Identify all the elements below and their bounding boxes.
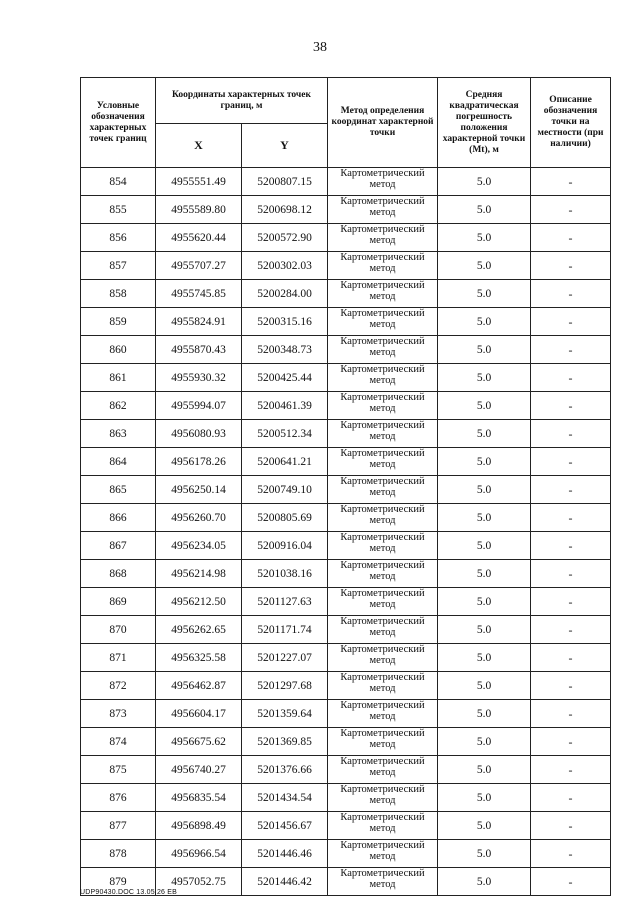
header-point-designation: Условные обозначения характерных точек границ	[81, 78, 156, 168]
header-y: Y	[242, 124, 328, 168]
accuracy-cell: 5.0	[438, 812, 531, 840]
y-coordinate-cell: 5200916.04	[242, 532, 328, 560]
point-cell: 872	[81, 672, 156, 700]
method-cell: Картометрический метод	[328, 476, 438, 504]
point-cell: 875	[81, 756, 156, 784]
accuracy-cell: 5.0	[438, 756, 531, 784]
x-coordinate-cell: 4956325.58	[156, 644, 242, 672]
table-row	[81, 812, 611, 840]
description-cell: -	[531, 308, 611, 336]
y-coordinate-cell: 5200512.34	[242, 420, 328, 448]
accuracy-cell: 5.0	[438, 560, 531, 588]
description-cell: -	[531, 560, 611, 588]
point-cell: 874	[81, 728, 156, 756]
x-coordinate-cell: 4956250.14	[156, 476, 242, 504]
x-coordinate-cell: 4956604.17	[156, 700, 242, 728]
accuracy-cell: 5.0	[438, 504, 531, 532]
description-cell: -	[531, 196, 611, 224]
description-cell: -	[531, 868, 611, 896]
y-coordinate-cell: 5201456.67	[242, 812, 328, 840]
y-coordinate-cell: 5201369.85	[242, 728, 328, 756]
header-description: Описание обозначения точки на местности (при наличии)	[531, 78, 611, 168]
point-cell: 876	[81, 784, 156, 812]
point-cell: 854	[81, 168, 156, 196]
description-cell: -	[531, 224, 611, 252]
accuracy-cell: 5.0	[438, 532, 531, 560]
table-row	[81, 700, 611, 728]
y-coordinate-cell: 5200302.03	[242, 252, 328, 280]
x-coordinate-cell: 4955824.91	[156, 308, 242, 336]
description-cell: -	[531, 504, 611, 532]
y-coordinate-cell: 5201127.63	[242, 588, 328, 616]
accuracy-cell: 5.0	[438, 728, 531, 756]
y-coordinate-cell: 5201376.66	[242, 756, 328, 784]
point-cell: 863	[81, 420, 156, 448]
method-cell: Картометрический метод	[328, 560, 438, 588]
description-cell: -	[531, 420, 611, 448]
method-cell: Картометрический метод	[328, 224, 438, 252]
method-cell: Картометрический метод	[328, 784, 438, 812]
table-row	[81, 504, 611, 532]
point-cell: 860	[81, 336, 156, 364]
method-cell: Картометрический метод	[328, 196, 438, 224]
point-cell: 865	[81, 476, 156, 504]
accuracy-cell: 5.0	[438, 196, 531, 224]
x-coordinate-cell: 4955870.43	[156, 336, 242, 364]
method-cell: Картометрический метод	[328, 336, 438, 364]
x-coordinate-cell: 4955930.32	[156, 364, 242, 392]
point-cell: 868	[81, 560, 156, 588]
description-cell: -	[531, 812, 611, 840]
table-row	[81, 308, 611, 336]
method-cell: Картометрический метод	[328, 364, 438, 392]
accuracy-cell: 5.0	[438, 252, 531, 280]
x-coordinate-cell: 4956675.62	[156, 728, 242, 756]
document-footer: UDP90430.DOC 13.05.26 ЕВ	[80, 889, 178, 896]
point-cell: 866	[81, 504, 156, 532]
description-cell: -	[531, 448, 611, 476]
y-coordinate-cell: 5201434.54	[242, 784, 328, 812]
description-cell: -	[531, 700, 611, 728]
accuracy-cell: 5.0	[438, 672, 531, 700]
y-coordinate-cell: 5201359.64	[242, 700, 328, 728]
method-cell: Картометрический метод	[328, 588, 438, 616]
method-cell: Картометрический метод	[328, 252, 438, 280]
x-coordinate-cell: 4955707.27	[156, 252, 242, 280]
description-cell: -	[531, 644, 611, 672]
description-cell: -	[531, 364, 611, 392]
header-coordinates: Координаты характерных точек границ, м	[156, 78, 328, 124]
x-coordinate-cell: 4956740.27	[156, 756, 242, 784]
table-row	[81, 756, 611, 784]
y-coordinate-cell: 5200348.73	[242, 336, 328, 364]
point-cell: 873	[81, 700, 156, 728]
y-coordinate-cell: 5200425.44	[242, 364, 328, 392]
y-coordinate-cell: 5200284.00	[242, 280, 328, 308]
method-cell: Картометрический метод	[328, 532, 438, 560]
x-coordinate-cell: 4956898.49	[156, 812, 242, 840]
accuracy-cell: 5.0	[438, 280, 531, 308]
point-cell: 859	[81, 308, 156, 336]
table-row	[81, 336, 611, 364]
x-coordinate-cell: 4956262.65	[156, 616, 242, 644]
description-cell: -	[531, 532, 611, 560]
x-coordinate-cell: 4955620.44	[156, 224, 242, 252]
point-cell: 867	[81, 532, 156, 560]
point-cell: 856	[81, 224, 156, 252]
point-cell: 864	[81, 448, 156, 476]
method-cell: Картометрический метод	[328, 616, 438, 644]
header-x: X	[156, 124, 242, 168]
description-cell: -	[531, 336, 611, 364]
description-cell: -	[531, 392, 611, 420]
method-cell: Картометрический метод	[328, 700, 438, 728]
table-row	[81, 196, 611, 224]
coordinates-table	[80, 77, 611, 896]
table-row	[81, 560, 611, 588]
table-row	[81, 728, 611, 756]
accuracy-cell: 5.0	[438, 840, 531, 868]
accuracy-cell: 5.0	[438, 168, 531, 196]
accuracy-cell: 5.0	[438, 644, 531, 672]
table-row	[81, 420, 611, 448]
description-cell: -	[531, 476, 611, 504]
header-method: Метод определения координат характерной точки	[328, 78, 438, 168]
point-cell: 857	[81, 252, 156, 280]
method-cell: Картометрический метод	[328, 644, 438, 672]
method-cell: Картометрический метод	[328, 420, 438, 448]
point-cell: 861	[81, 364, 156, 392]
point-cell: 871	[81, 644, 156, 672]
table-row	[81, 840, 611, 868]
accuracy-cell: 5.0	[438, 336, 531, 364]
x-coordinate-cell: 4955745.85	[156, 280, 242, 308]
x-coordinate-cell: 4956080.93	[156, 420, 242, 448]
method-cell: Картометрический метод	[328, 280, 438, 308]
table-row	[81, 364, 611, 392]
table-row	[81, 644, 611, 672]
x-coordinate-cell: 4955994.07	[156, 392, 242, 420]
accuracy-cell: 5.0	[438, 784, 531, 812]
y-coordinate-cell: 5201446.42	[242, 868, 328, 896]
header-accuracy: Средняя квадратическая погрешность положения характерной точки (Mt), м	[438, 78, 531, 168]
y-coordinate-cell: 5201446.46	[242, 840, 328, 868]
accuracy-cell: 5.0	[438, 420, 531, 448]
method-cell: Картометрический метод	[328, 448, 438, 476]
x-coordinate-cell: 4955551.49	[156, 168, 242, 196]
y-coordinate-cell: 5200461.39	[242, 392, 328, 420]
method-cell: Картометрический метод	[328, 756, 438, 784]
table-body	[81, 168, 611, 896]
description-cell: -	[531, 784, 611, 812]
accuracy-cell: 5.0	[438, 700, 531, 728]
accuracy-cell: 5.0	[438, 392, 531, 420]
accuracy-cell: 5.0	[438, 448, 531, 476]
point-cell: 879	[81, 868, 156, 896]
accuracy-cell: 5.0	[438, 364, 531, 392]
y-coordinate-cell: 5201297.68	[242, 672, 328, 700]
page-number: 38	[313, 40, 327, 55]
description-cell: -	[531, 616, 611, 644]
description-cell: -	[531, 252, 611, 280]
x-coordinate-cell: 4956212.50	[156, 588, 242, 616]
accuracy-cell: 5.0	[438, 616, 531, 644]
y-coordinate-cell: 5201227.07	[242, 644, 328, 672]
table-row	[81, 252, 611, 280]
point-cell: 858	[81, 280, 156, 308]
table-row	[81, 224, 611, 252]
x-coordinate-cell: 4957052.75	[156, 868, 242, 896]
y-coordinate-cell: 5200572.90	[242, 224, 328, 252]
y-coordinate-cell: 5201038.16	[242, 560, 328, 588]
accuracy-cell: 5.0	[438, 308, 531, 336]
table-row	[81, 672, 611, 700]
table-row	[81, 588, 611, 616]
table-row	[81, 448, 611, 476]
description-cell: -	[531, 168, 611, 196]
y-coordinate-cell: 5200641.21	[242, 448, 328, 476]
description-cell: -	[531, 728, 611, 756]
description-cell: -	[531, 280, 611, 308]
point-cell: 862	[81, 392, 156, 420]
x-coordinate-cell: 4956835.54	[156, 784, 242, 812]
point-cell: 878	[81, 840, 156, 868]
x-coordinate-cell: 4956178.26	[156, 448, 242, 476]
method-cell: Картометрический метод	[328, 672, 438, 700]
description-cell: -	[531, 672, 611, 700]
table-row	[81, 168, 611, 196]
y-coordinate-cell: 5200749.10	[242, 476, 328, 504]
x-coordinate-cell: 4956260.70	[156, 504, 242, 532]
x-coordinate-cell: 4956234.05	[156, 532, 242, 560]
method-cell: Картометрический метод	[328, 840, 438, 868]
method-cell: Картометрический метод	[328, 392, 438, 420]
table-row	[81, 476, 611, 504]
description-cell: -	[531, 588, 611, 616]
method-cell: Картометрический метод	[328, 168, 438, 196]
method-cell: Картометрический метод	[328, 728, 438, 756]
point-cell: 855	[81, 196, 156, 224]
method-cell: Картометрический метод	[328, 504, 438, 532]
table-row	[81, 616, 611, 644]
point-cell: 870	[81, 616, 156, 644]
y-coordinate-cell: 5201171.74	[242, 616, 328, 644]
y-coordinate-cell: 5200698.12	[242, 196, 328, 224]
x-coordinate-cell: 4956462.87	[156, 672, 242, 700]
accuracy-cell: 5.0	[438, 588, 531, 616]
description-cell: -	[531, 840, 611, 868]
table-row	[81, 392, 611, 420]
table-row	[81, 784, 611, 812]
method-cell: Картометрический метод	[328, 308, 438, 336]
point-cell: 869	[81, 588, 156, 616]
method-cell: Картометрический метод	[328, 812, 438, 840]
accuracy-cell: 5.0	[438, 868, 531, 896]
table-row	[81, 532, 611, 560]
accuracy-cell: 5.0	[438, 224, 531, 252]
x-coordinate-cell: 4955589.80	[156, 196, 242, 224]
y-coordinate-cell: 5200315.16	[242, 308, 328, 336]
x-coordinate-cell: 4956966.54	[156, 840, 242, 868]
method-cell: Картометрический метод	[328, 868, 438, 896]
y-coordinate-cell: 5200807.15	[242, 168, 328, 196]
y-coordinate-cell: 5200805.69	[242, 504, 328, 532]
table-row	[81, 280, 611, 308]
accuracy-cell: 5.0	[438, 476, 531, 504]
x-coordinate-cell: 4956214.98	[156, 560, 242, 588]
point-cell: 877	[81, 812, 156, 840]
description-cell: -	[531, 756, 611, 784]
